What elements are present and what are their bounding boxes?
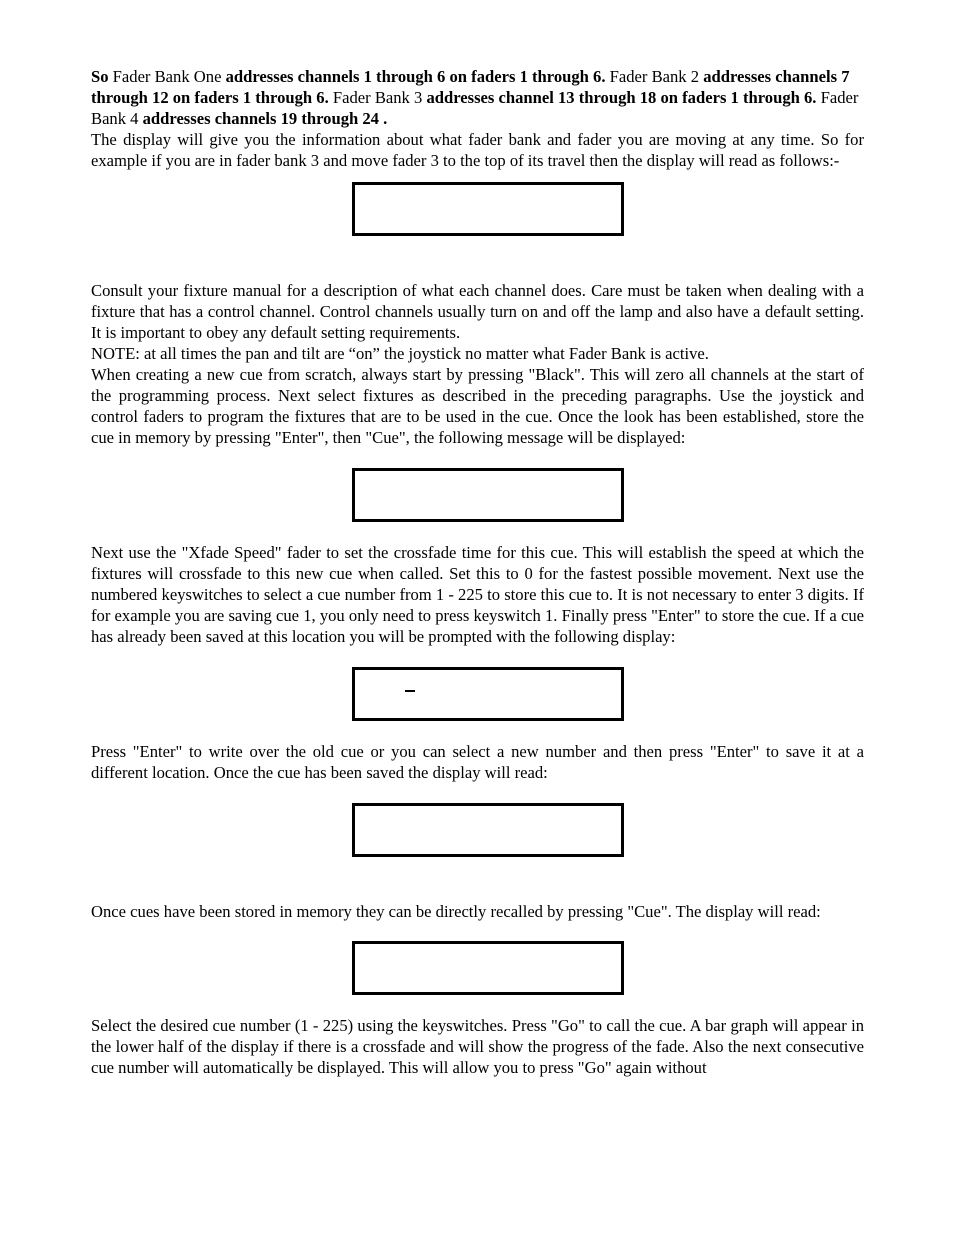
- paragraph-overwrite: Press "Enter" to write over the old cue or you can select a new number and then press "Enter" to save it at a different location. Once the cue has been saved the display will read:: [91, 742, 864, 782]
- text-so: So: [91, 67, 109, 86]
- paragraph-select-cue: Select the desired cue number (1 - 225) using the keyswitches. Press "Go" to call the cue. A bar graph will appear in the lower half of the display if there is a crossfade and will show the progress of the fade. Also the next consecutive cue number will automatically be displayed. This will allow you to press "Go" again without: [91, 1016, 864, 1077]
- lcd-display-fader-bank: [352, 182, 624, 236]
- paragraph-fixture-manual: Consult your fixture manual for a description of what each channel does. Care must be taken when dealing with a fixture that has a control channel. Control channels usually turn on and off the lamp and also have a default setting. It is important to obey any default setting requirements.: [91, 281, 864, 342]
- text-bank-three-range: addresses channel 13 through 18 on faders 1 through 6.: [426, 88, 817, 107]
- document-page: [91, 66, 864, 1078]
- text-fader-bank-two: Fader Bank 2: [605, 67, 704, 86]
- paragraph-xfade-speed: Next use the "Xfade Speed" fader to set the crossfade time for this cue. This will establish the speed at which the fixtures will crossfade to this new cue when called. Set this to 0 for the fastest possible movement. Next use the numbered keyswitches to select a cue number from 1 - 225 to store this cue to. It is not necessary to enter 3 digits. If for example you are saving cue 1, you only need to press keyswitch 1. Finally press "Enter" to store the cue. If a cue has already been saved at this location you will be prompted with the following display:: [91, 543, 864, 646]
- lcd-display-store-cue: [352, 468, 624, 522]
- paragraph-display-info: The display will give you the information about what fader bank and fader you are moving at any time. So for example if you are in fader bank 3 and move fader 3 to the top of its travel then the display will read as follows:-: [91, 130, 864, 170]
- text-bank-two-range: addresses channels 7 through 12 on faders 1 through 6.: [91, 67, 850, 107]
- lcd-display-cue-saved: [352, 803, 624, 857]
- text-fader-bank-four: Fader Bank 4: [91, 88, 859, 128]
- text-fader-bank-one: Fader Bank One: [108, 67, 226, 86]
- paragraph-recall-cue: Once cues have been stored in memory they can be directly recalled by pressing "Cue". The display will read:: [91, 902, 821, 921]
- paragraph-create-cue: When creating a new cue from scratch, always start by pressing "Black". This will zero all channels at the start of the programming process. Next select fixtures as described in the preceding paragraphs. Use the joystick and control faders to program the fixtures that are to be used in the cue. Once the look has been established, store the cue in memory by pressing "Enter", then "Cue", the following message will be displayed:: [91, 365, 864, 447]
- text-bank-four-range: addresses channels 19 through 24 .: [142, 109, 388, 128]
- lcd-cursor: [405, 690, 415, 692]
- lcd-display-overwrite-prompt: [352, 667, 624, 721]
- text-bank-one-range: addresses channels 1 through 6 on faders 1 through 6.: [225, 67, 606, 86]
- paragraph-fader-banks: [91, 66, 864, 129]
- text-fader-bank-three: Fader Bank 3: [328, 88, 427, 107]
- paragraph-note: NOTE: at all times the pan and tilt are “on” the joystick no matter what Fader Bank is active.: [91, 344, 709, 363]
- lcd-display-recall-cue: [352, 941, 624, 995]
